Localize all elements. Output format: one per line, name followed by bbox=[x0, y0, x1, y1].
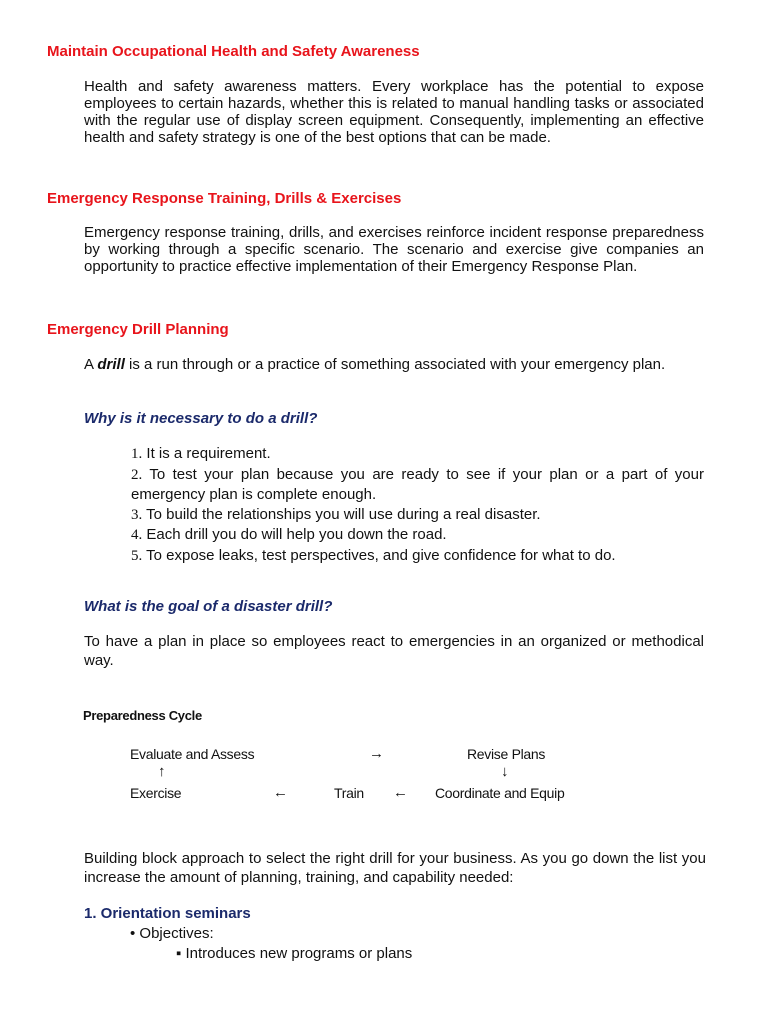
building-block-paragraph: Building block approach to select the right drill for your business. As you go down the list you increase the amount of planning, training, and capability needed: bbox=[84, 850, 706, 886]
question-goal-drill: What is the goal of a disaster drill? bbox=[84, 598, 333, 615]
list-item bbox=[130, 465, 704, 505]
reasons-list bbox=[130, 444, 704, 566]
section-heading-drill-planning: Emergency Drill Planning bbox=[47, 321, 229, 338]
list-number: 1. bbox=[131, 446, 143, 462]
section-heading-ohs-awareness: Maintain Occupational Health and Safety Awareness bbox=[47, 43, 420, 60]
list-text: To test your plan because you are ready to see if your plan or a part of your emergency plan is complete enough. bbox=[131, 465, 704, 503]
emergency-response-paragraph: Emergency response training, drills, and exercises reinforce incident response preparedness by working through a specific scenario. The scenario and exercise give companies an opportunity to practice effective implementation of their Emergency Response Plan. bbox=[84, 224, 704, 275]
list-item bbox=[130, 525, 704, 546]
arrow-down-icon: ↓ bbox=[501, 763, 509, 780]
orientation-seminars-heading: 1. Orientation seminars bbox=[84, 905, 251, 922]
cycle-coordinate: Coordinate and Equip bbox=[435, 785, 565, 801]
objective-item: ▪ Introduces new programs or plans bbox=[176, 945, 413, 962]
preparedness-cycle-title: Preparedness Cycle bbox=[83, 708, 202, 723]
question-why-drill: Why is it necessary to do a drill? bbox=[84, 410, 318, 427]
cycle-evaluate: Evaluate and Assess bbox=[130, 746, 255, 762]
list-item bbox=[130, 444, 704, 465]
arrow-left-icon: ← bbox=[273, 784, 288, 801]
list-item bbox=[130, 546, 704, 567]
drill-intro-b: is a run through or a practice of something associated with your emergency plan. bbox=[124, 356, 666, 373]
arrow-left-icon: ← bbox=[393, 784, 408, 801]
list-number: 5. bbox=[131, 547, 143, 564]
drill-definition-paragraph bbox=[84, 355, 721, 374]
arrow-up-icon: ↑ bbox=[158, 763, 166, 780]
cycle-train: Train bbox=[334, 785, 364, 801]
cycle-exercise: Exercise bbox=[130, 785, 182, 801]
list-item bbox=[130, 505, 704, 526]
cycle-revise: Revise Plans bbox=[467, 746, 546, 762]
list-number: 4. bbox=[131, 527, 143, 543]
drill-term: drill bbox=[97, 356, 125, 373]
list-number: 2. bbox=[131, 466, 143, 483]
list-text: To expose leaks, test perspectives, and give confidence for what to do. bbox=[142, 546, 616, 564]
list-text: Each drill you do will help you down the road. bbox=[142, 526, 447, 543]
list-text: To build the relationships you will use during a real disaster. bbox=[142, 505, 541, 523]
arrow-right-icon: → bbox=[369, 745, 384, 762]
ohs-awareness-paragraph: Health and safety awareness matters. Every workplace has the potential to expose employees to certain hazards, whether this is related to manual handling tasks or associated with the regular use of display screen equipment. Consequently, implementing an effective health and safety strategy is one of the best options that can be made. bbox=[84, 78, 704, 146]
section-heading-emergency-response: Emergency Response Training, Drills & Exercises bbox=[47, 190, 402, 207]
list-text: It is a requirement. bbox=[142, 445, 271, 462]
drill-intro-a: A bbox=[84, 356, 98, 373]
objectives-bullet: • Objectives: bbox=[130, 925, 214, 942]
goal-paragraph: To have a plan in place so employees react to emergencies in an organized or methodical way. bbox=[84, 633, 704, 669]
list-number: 3. bbox=[131, 506, 143, 523]
